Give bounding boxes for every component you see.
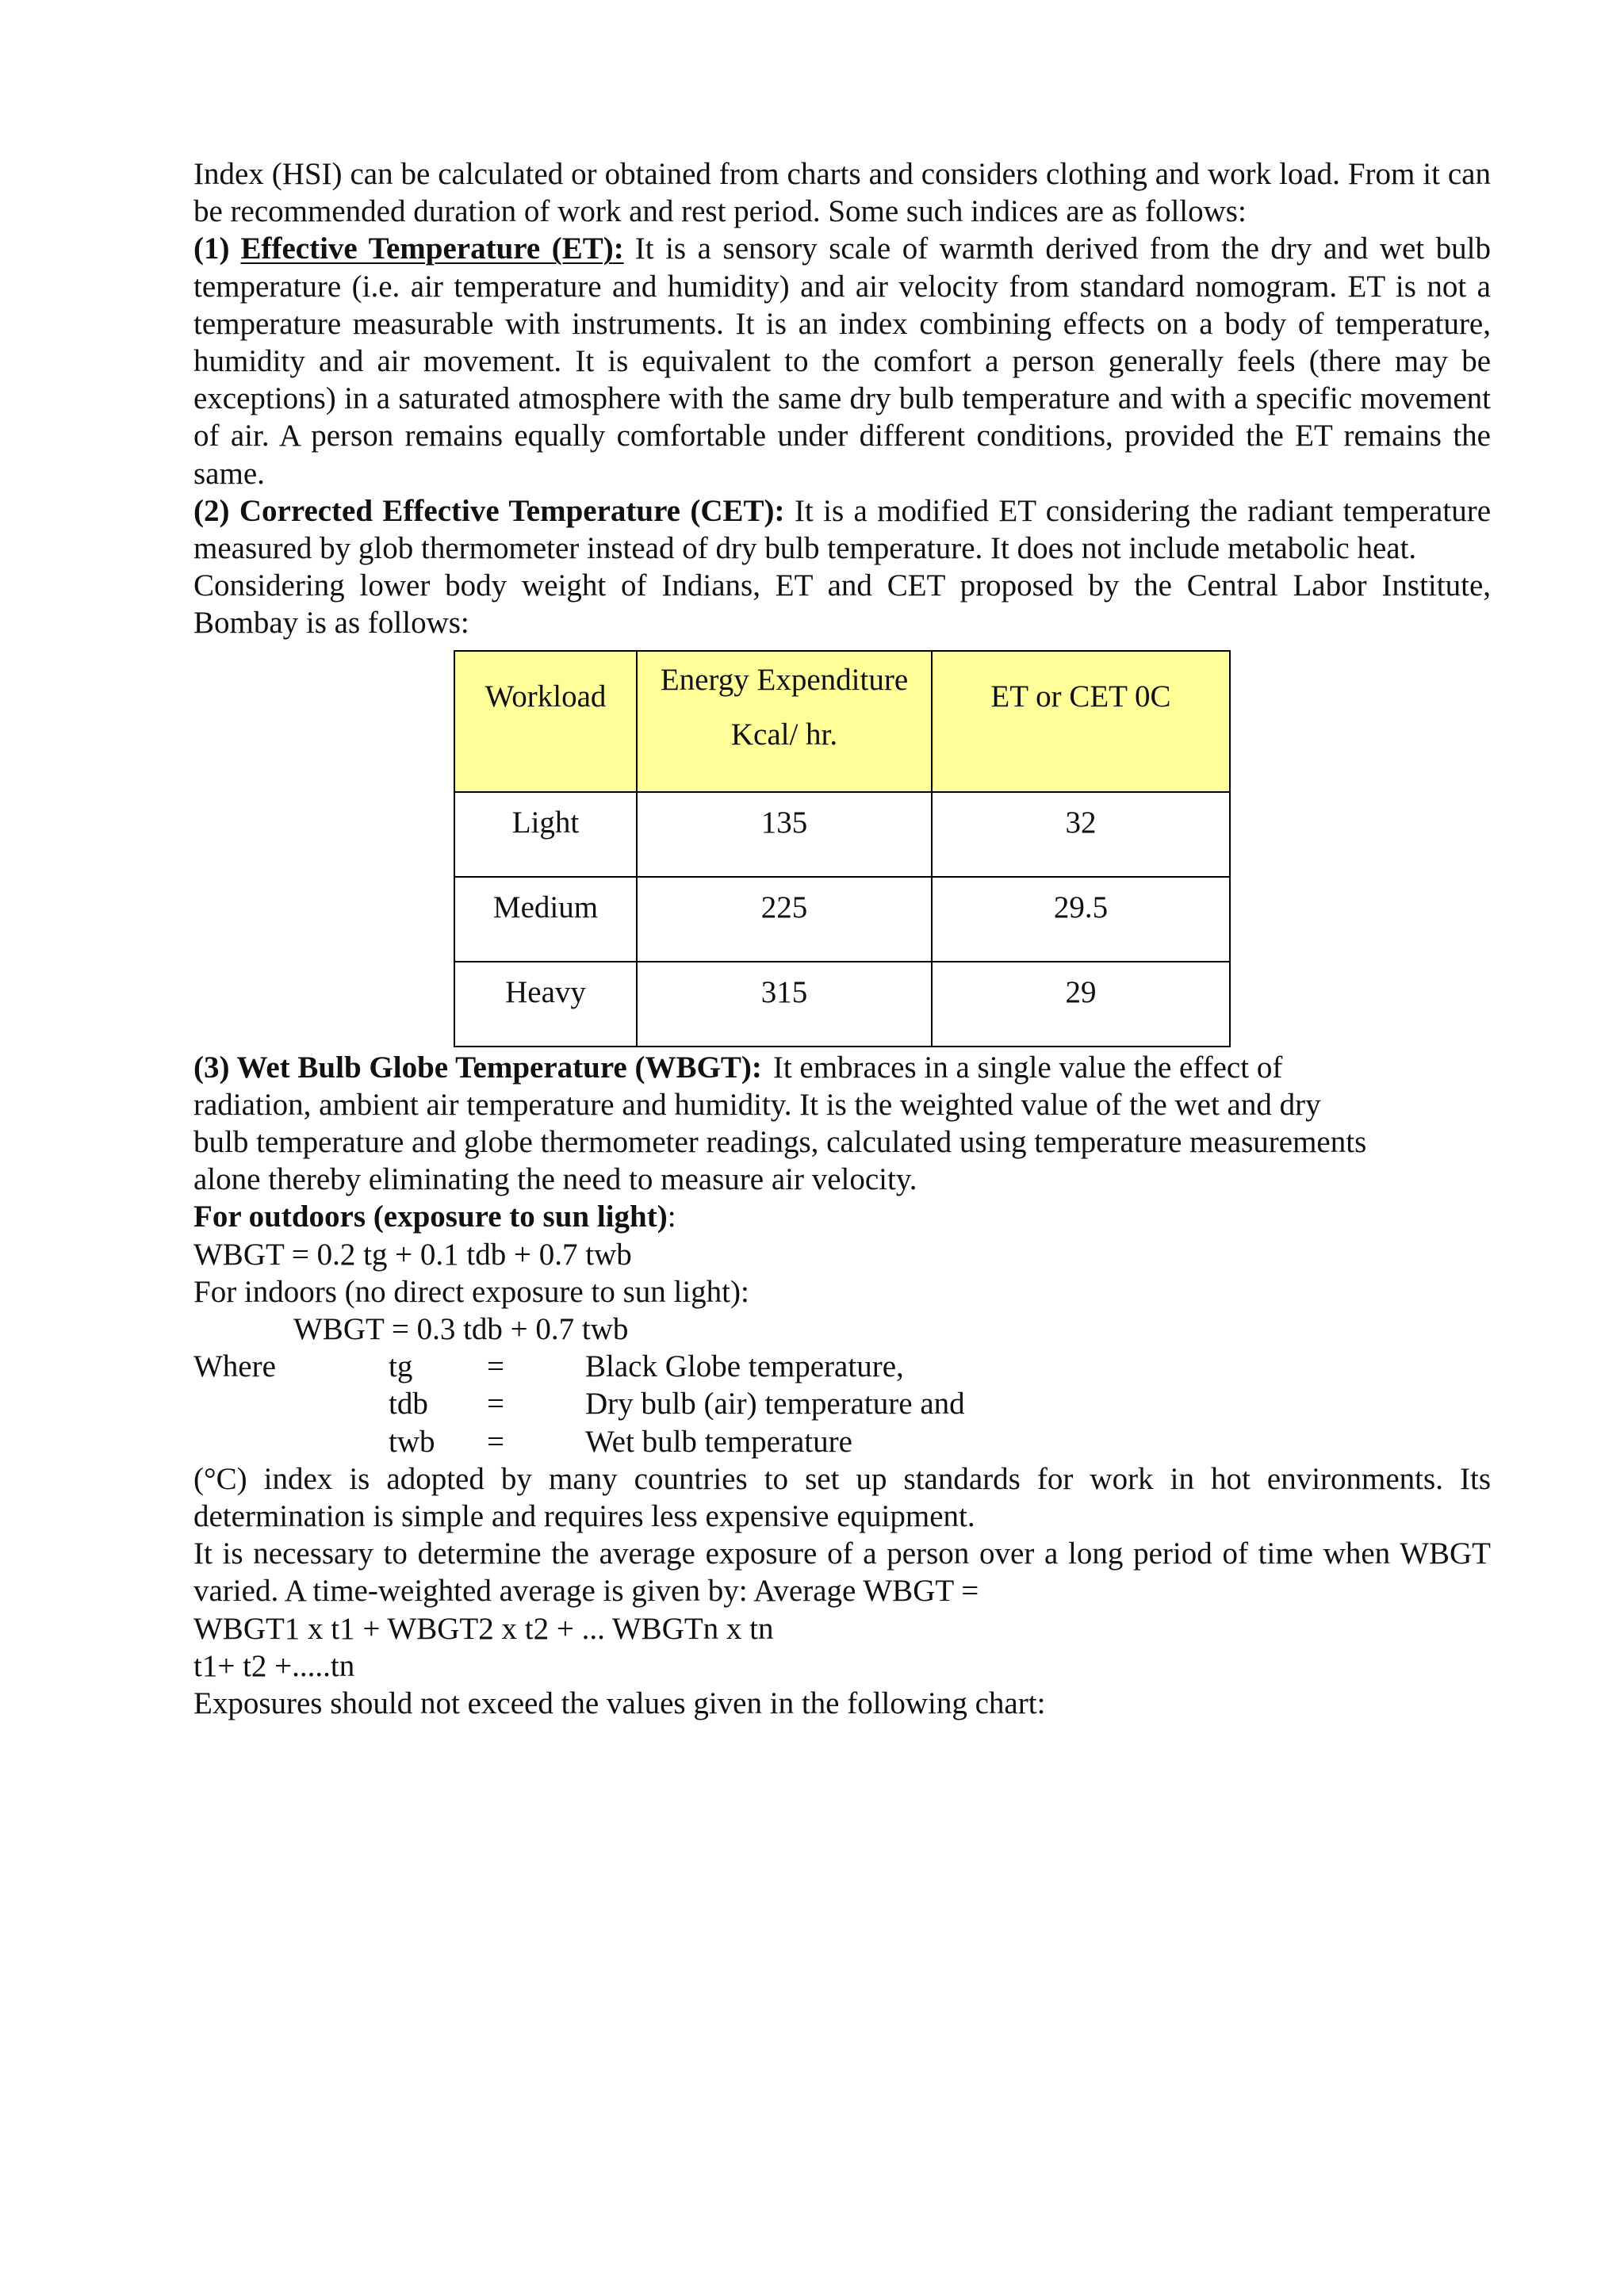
definition-meaning: Dry bulb (air) temperature and xyxy=(585,1387,965,1422)
average-note-paragraph: It is necessary to determine the average exposure of a person over a long period of time when WBGT varied. A time-weighted average is given by: Average WBGT = xyxy=(193,1536,1491,1609)
where-definitions xyxy=(193,1348,1491,1460)
cet-heading: (2) Corrected Effective Temperature (CET): xyxy=(193,493,785,528)
et-number: (1) xyxy=(193,232,230,266)
considering-paragraph: Considering lower body weight of Indians, ET and CET proposed by the Central Labor Institute, Bombay is as follows: xyxy=(193,568,1491,641)
definition-symbol: twb xyxy=(389,1424,435,1459)
header-workload: Workload xyxy=(454,651,637,792)
intro-paragraph: Index (HSI) can be calculated or obtained from charts and considers clothing and work load. From it can be recommended duration of work and rest period. Some such indices are as follows: xyxy=(193,157,1491,229)
cell-et: 32 xyxy=(932,792,1230,877)
where-label: Where xyxy=(193,1349,276,1384)
average-denominator: t1+ t2 +.....tn xyxy=(193,1648,355,1683)
outdoors-heading: For outdoors (exposure to sun light) xyxy=(193,1200,668,1234)
wbgt-heading: (3) Wet Bulb Globe Temperature (WBGT): xyxy=(193,1050,762,1085)
definition-symbol: tg xyxy=(389,1349,413,1384)
outdoors-colon: : xyxy=(667,1200,676,1234)
cell-workload: Medium xyxy=(454,877,637,962)
header-energy-line1: Energy Expenditure xyxy=(660,662,909,697)
closing-line: Exposures should not exceed the values given in the following chart: xyxy=(193,1686,1046,1721)
cell-workload: Heavy xyxy=(454,962,637,1047)
indoors-heading: For indoors (no direct exposure to sun light): xyxy=(193,1274,749,1309)
definition-equals: = xyxy=(487,1349,504,1384)
header-energy xyxy=(637,651,932,792)
outdoors-heading-line xyxy=(193,1198,1491,1235)
document-page xyxy=(193,155,1491,1722)
cet-body: It is a modified ET considering the radiant temperature measured by glob thermometer instead of dry bulb temperature. It does not include metabolic heat. xyxy=(193,493,1491,566)
et-cet-table xyxy=(454,650,1231,1047)
header-energy-line2: Kcal/ hr. xyxy=(730,717,838,752)
definition-equals: = xyxy=(487,1424,504,1459)
indoors-formula: WBGT = 0.3 tdb + 0.7 twb xyxy=(293,1312,629,1347)
header-et-cet: ET or CET 0C xyxy=(932,651,1230,792)
cell-et: 29.5 xyxy=(932,877,1230,962)
definition-equals: = xyxy=(487,1387,504,1422)
outdoors-formula: WBGT = 0.2 tg + 0.1 tdb + 0.7 twb xyxy=(193,1237,632,1272)
et-cet-table-wrapper xyxy=(454,650,1229,1047)
cet-paragraph xyxy=(193,492,1491,567)
et-heading: Effective Temperature (ET): xyxy=(240,232,624,266)
wbgt-paragraph xyxy=(193,1049,1491,1199)
cell-energy: 135 xyxy=(637,792,932,877)
average-numerator: WBGT1 x t1 + WBGT2 x t2 + ... WBGTn x tn xyxy=(193,1611,774,1646)
table-header-row xyxy=(454,651,1230,792)
wbgt-body: It embraces in a single value the effect of radiation, ambient air temperature and humidity. It is the weighted value of the wet and dry bulb temperature and globe thermometer readings, calculated using temperature measurements alone thereby eliminating the need to measure air velocity. xyxy=(193,1050,1367,1197)
cell-workload: Light xyxy=(454,792,637,877)
et-paragraph xyxy=(193,230,1491,492)
definition-meaning: Black Globe temperature, xyxy=(585,1349,904,1384)
definition-symbol: tdb xyxy=(389,1387,428,1422)
cell-et: 29 xyxy=(932,962,1230,1047)
definition-meaning: Wet bulb temperature xyxy=(585,1424,852,1459)
index-note-paragraph: (°C) index is adopted by many countries to set up standards for work in hot environments. Its determination is simple and requires less expensive equipment. xyxy=(193,1461,1491,1534)
table-row xyxy=(454,877,1230,962)
cell-energy: 225 xyxy=(637,877,932,962)
cell-energy: 315 xyxy=(637,962,932,1047)
table-row xyxy=(454,962,1230,1047)
table-row xyxy=(454,792,1230,877)
et-body: It is a sensory scale of warmth derived from the dry and wet bulb temperature (i.e. air temperature and humidity) and air velocity from standard nomogram. ET is not a temperature measurable with instruments. It is an index combining effects on a body of temperature, humidity and air movement. It is equivalent to the comfort a person generally feels (there may be exceptions) in a saturated atmosphere with the same dry bulb temperature and with a specific movement of air. A person remains equally comfortable under different conditions, provided the ET remains the same. xyxy=(193,232,1492,491)
